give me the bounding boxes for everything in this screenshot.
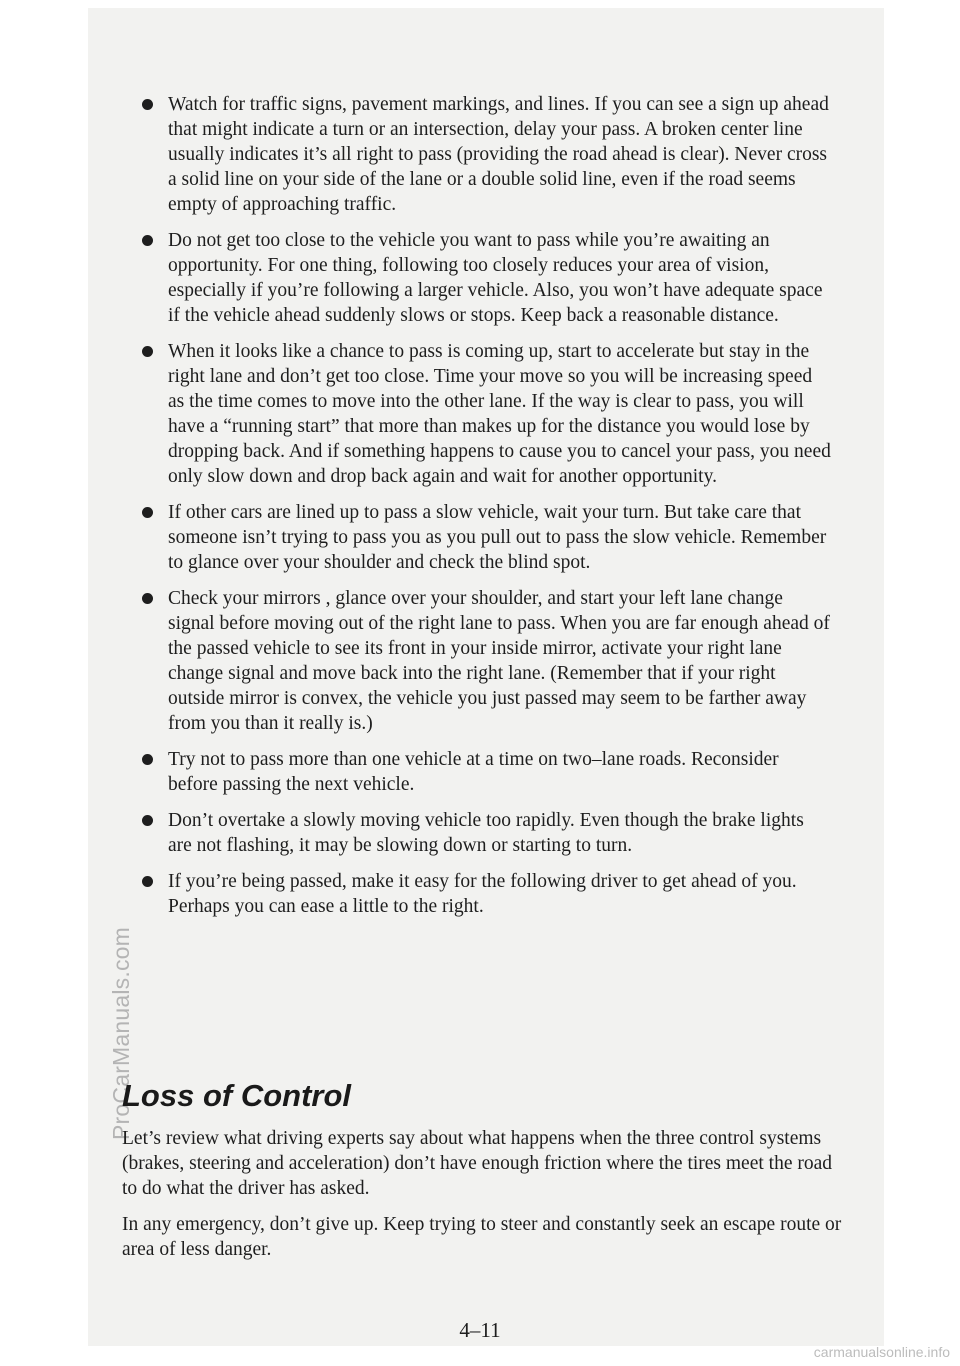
list-item [142,228,832,328]
section-paragraph: Let’s review what driving experts say about what happens when the three control systems (brakes, steering and acceleration) don’t have enough friction where the tires meet the road to do what the driver has asked. [122,1128,833,1199]
list-item-text: Check your mirrors , glance over your shoulder, and start your left lane change signal before moving out of the right lane to pass. When you are far enough ahead of the passed vehicle to see its front in your inside mirror, activate your right lane change signal and move back into the right lane. (Remember that if your right outside mirror is convex, the vehicle you just passed may seem to be farther away from you than it really is.) [168,588,830,734]
bullet-icon [142,754,153,765]
section-paragraph: In any emergency, don’t give up. Keep trying to steer and constantly seek an escape route or area of less danger. [122,1214,842,1260]
side-watermark: ProCarManuals.com [108,926,134,1140]
list-item-text: Try not to pass more than one vehicle at a time on two–lane roads. Reconsider before passing the next vehicle. [168,749,779,795]
list-item [142,500,832,575]
bullet-icon [142,235,153,246]
list-item-text: Watch for traffic signs, pavement markings, and lines. If you can see a sign up ahead that might indicate a turn or an intersection, delay your pass. A broken center line usually indicates it’s all right to pass (providing the road ahead is clear). Never cross a solid line on your side of the lane or a double solid line, even if the road seems empty of approaching traffic. [168,94,829,215]
list-item [142,586,832,736]
list-item [142,339,832,489]
list-item [142,92,832,217]
bullet-icon [142,346,153,357]
section-heading: Loss of Control [122,1078,352,1113]
bottom-watermark: carmanualsonline.info [813,1344,950,1360]
list-item-text: When it looks like a chance to pass is coming up, start to accelerate but stay in the right lane and don’t get too close. Time your move so you will be increasing speed as the time comes to move into the other lane. If the way is clear to pass, you will have a “running start” that more than makes up for the distance you would lose by dropping back. And if something happens to cause you to cancel your pass, you need only slow down and drop back again and wait for another opportunity. [168,341,831,487]
list-item-text: Don’t overtake a slowly moving vehicle too rapidly. Even though the brake lights are not flashing, it may be slowing down or starting to turn. [168,810,804,856]
list-item [142,808,832,858]
bullet-icon [142,99,153,110]
bullet-icon [142,507,153,518]
bullet-icon [142,815,153,826]
passing-tips-list [142,92,832,930]
loss-of-control-section [122,1076,842,1273]
list-item [142,869,832,919]
list-item [142,747,832,797]
list-item-text: Do not get too close to the vehicle you want to pass while you’re awaiting an opportunity. For one thing, following too closely reduces your area of vision, especially if you’re following a larger vehicle. Also, you won’t have adequate space if the vehicle ahead suddenly slows or stops. Keep back a reasonable distance. [168,230,823,326]
page-number: 4–11 [459,1318,501,1342]
list-item-text: If you’re being passed, make it easy for the following driver to get ahead of you. Perhaps you can ease a little to the right. [168,871,797,917]
bullet-icon [142,876,153,887]
list-item-text: If other cars are lined up to pass a slow vehicle, wait your turn. But take care that someone isn’t trying to pass you as you pull out to pass the slow vehicle. Remember to glance over your shoulder and check the blind spot. [168,502,827,573]
bullet-icon [142,593,153,604]
